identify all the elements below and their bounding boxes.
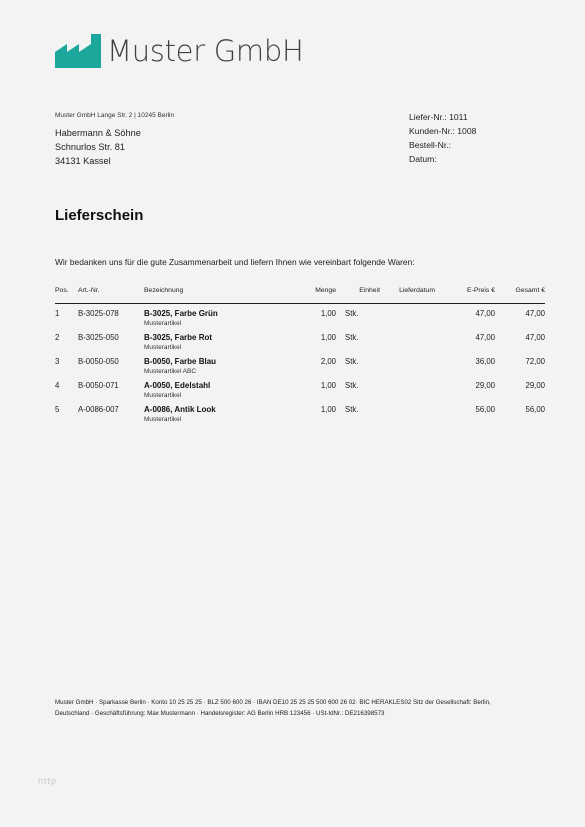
table-row xyxy=(55,328,545,352)
cell-epreis: 47,00 xyxy=(475,333,495,342)
cell-bez xyxy=(144,304,289,329)
watermark-text: http xyxy=(38,776,58,786)
cell-pos: 1 xyxy=(55,309,60,318)
cell-bez xyxy=(144,352,289,376)
header-einheit: Einheit xyxy=(336,283,380,304)
table-row xyxy=(55,376,545,400)
meta-datum: Datum: xyxy=(409,154,437,164)
cell-lieferdatum xyxy=(380,400,435,424)
cell-lieferdatum xyxy=(380,376,435,400)
company-logo xyxy=(55,34,304,68)
recipient-street: Schnurlos Str. 81 xyxy=(55,142,125,152)
recipient-name: Habermann & Söhne xyxy=(55,128,141,138)
cell-pos: 4 xyxy=(55,381,60,390)
cell-epreis: 47,00 xyxy=(475,309,495,318)
recipient-city: 34131 Kassel xyxy=(55,156,111,166)
table-row xyxy=(55,304,545,329)
cell-einheit: Stk. xyxy=(345,357,359,366)
item-description: Musterartikel ABC xyxy=(144,368,197,375)
cell-lieferdatum xyxy=(380,328,435,352)
footer-line-bank: Muster GmbH · Sparkasse Berlin · Konto 10 25 25 25 · BLZ 500 600 26 · IBAN DE10 25 25 25 500 600 26 02· BIC HERAKLES02 Sitz der Gesellschaft: Berlin, xyxy=(55,699,491,706)
header-gesamt: Gesamt € xyxy=(495,283,545,304)
cell-bez xyxy=(144,376,289,400)
cell-art: A-0086-007 xyxy=(78,405,119,414)
header-lieferdatum: Lieferdatum xyxy=(380,283,435,304)
cell-lieferdatum xyxy=(380,352,435,376)
cell-menge: 1,00 xyxy=(320,405,336,414)
items-table xyxy=(55,283,545,424)
cell-einheit: Stk. xyxy=(345,405,359,414)
footer-line-company: Deutschland · Geschäftsführung: Max Mustermann · Handelsregister: AG Berlin HRB 123456 · USt-IdNr.: DE216398573 xyxy=(55,710,385,717)
item-description: Musterartikel xyxy=(144,416,182,423)
document-meta xyxy=(409,110,476,166)
item-name: B-3025, Farbe Grün xyxy=(144,309,218,318)
factory-logo-icon xyxy=(55,34,101,68)
item-name: B-3025, Farbe Rot xyxy=(144,333,213,342)
cell-menge: 1,00 xyxy=(320,333,336,342)
cell-gesamt: 47,00 xyxy=(525,333,545,342)
cell-gesamt: 47,00 xyxy=(525,309,545,318)
cell-art: B-0050-050 xyxy=(78,357,119,366)
header-art: Art.-Nr. xyxy=(78,283,144,304)
item-description: Musterartikel xyxy=(144,392,182,399)
cell-einheit: Stk. xyxy=(345,333,359,342)
cell-einheit: Stk. xyxy=(345,309,359,318)
intro-text: Wir bedanken uns für die gute Zusammenarbeit und liefern Ihnen wie vereinbart folgende Waren: xyxy=(55,257,415,267)
cell-gesamt: 29,00 xyxy=(525,381,545,390)
cell-pos: 5 xyxy=(55,405,60,414)
cell-art: B-3025-078 xyxy=(78,309,119,318)
cell-gesamt: 56,00 xyxy=(525,405,545,414)
header-epreis: E-Preis € xyxy=(435,283,495,304)
cell-pos: 2 xyxy=(55,333,60,342)
document-title: Lieferschein xyxy=(55,207,144,224)
cell-menge: 1,00 xyxy=(320,309,336,318)
cell-bez xyxy=(144,400,289,424)
header-pos: Pos. xyxy=(55,283,78,304)
meta-liefer-nr: Liefer-Nr.: 1011 xyxy=(409,112,468,122)
cell-epreis: 29,00 xyxy=(475,381,495,390)
cell-einheit: Stk. xyxy=(345,381,359,390)
header-bez: Bezeichnung xyxy=(144,283,289,304)
cell-lieferdatum xyxy=(380,304,435,329)
cell-art: B-0050-071 xyxy=(78,381,119,390)
cell-gesamt: 72,00 xyxy=(525,357,545,366)
table-header-row xyxy=(55,283,545,304)
item-description: Musterartikel xyxy=(144,320,182,327)
item-description: Musterartikel xyxy=(144,344,182,351)
meta-bestell-nr: Bestell-Nr.: xyxy=(409,140,452,150)
cell-epreis: 36,00 xyxy=(475,357,495,366)
cell-menge: 2,00 xyxy=(320,357,336,366)
meta-kunden-nr: Kunden-Nr.: 1008 xyxy=(409,126,477,136)
document-footer xyxy=(55,697,535,719)
cell-bez xyxy=(144,328,289,352)
item-name: B-0050, Farbe Blau xyxy=(144,357,217,366)
cell-pos: 3 xyxy=(55,357,60,366)
table-row xyxy=(55,352,545,376)
item-name: A-0086, Antik Look xyxy=(144,405,216,414)
recipient-address xyxy=(55,126,141,168)
cell-art: B-3025-050 xyxy=(78,333,119,342)
cell-menge: 1,00 xyxy=(320,381,336,390)
cell-epreis: 56,00 xyxy=(475,405,495,414)
item-name: A-0050, Edelstahl xyxy=(144,381,211,390)
sender-line: Muster GmbH Lange Str. 2 | 10245 Berlin xyxy=(55,112,175,119)
company-name: Muster GmbH xyxy=(107,34,304,68)
header-menge: Menge xyxy=(289,283,336,304)
table-row xyxy=(55,400,545,424)
